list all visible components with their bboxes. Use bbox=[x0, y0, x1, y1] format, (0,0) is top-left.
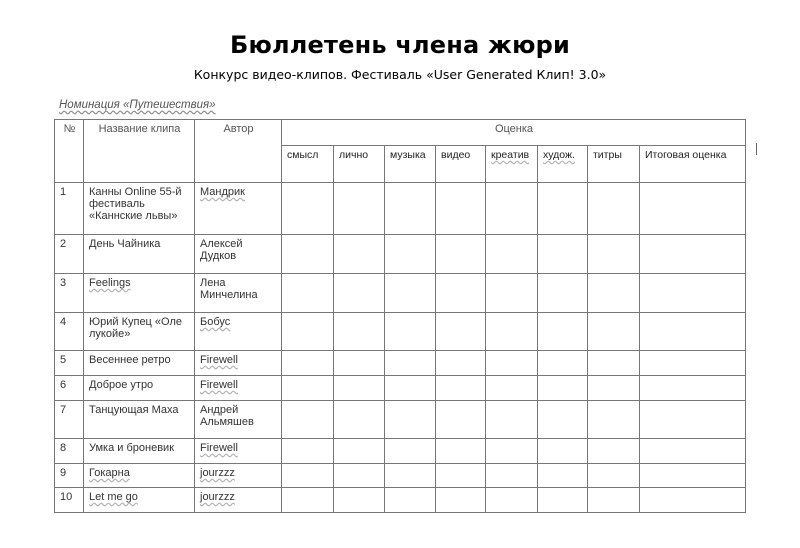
score-cell[interactable] bbox=[436, 313, 486, 351]
score-cell[interactable] bbox=[486, 274, 538, 313]
score-cell[interactable] bbox=[588, 274, 640, 313]
score-cell[interactable] bbox=[436, 488, 486, 513]
final-score-cell[interactable] bbox=[640, 376, 746, 401]
criterion-music: музыка bbox=[385, 146, 436, 183]
score-cell[interactable] bbox=[436, 439, 486, 464]
row-number: 10 bbox=[55, 488, 84, 513]
clip-author: Бобус bbox=[195, 313, 282, 351]
score-cell[interactable] bbox=[436, 183, 486, 235]
score-cell[interactable] bbox=[486, 183, 538, 235]
score-cell[interactable] bbox=[385, 488, 436, 513]
score-cell[interactable] bbox=[385, 401, 436, 439]
clip-author: jourzzz bbox=[195, 464, 282, 488]
clip-name: Весеннее ретро bbox=[84, 351, 195, 376]
score-cell[interactable] bbox=[282, 488, 334, 513]
score-cell[interactable] bbox=[334, 488, 385, 513]
clip-name: День Чайника bbox=[84, 235, 195, 274]
score-cell[interactable] bbox=[282, 376, 334, 401]
clip-author: jourzzz bbox=[195, 488, 282, 513]
score-cell[interactable] bbox=[436, 401, 486, 439]
score-cell[interactable] bbox=[538, 351, 588, 376]
final-score-cell[interactable] bbox=[640, 488, 746, 513]
score-cell[interactable] bbox=[538, 464, 588, 488]
final-score-cell[interactable] bbox=[640, 235, 746, 274]
table-row bbox=[55, 313, 746, 351]
ballot-title: Бюллетень члена жюри bbox=[229, 31, 571, 59]
clip-name: Let me go bbox=[84, 488, 195, 513]
score-cell[interactable] bbox=[486, 439, 538, 464]
clip-author: Мандрик bbox=[195, 183, 282, 235]
score-cell[interactable] bbox=[334, 183, 385, 235]
score-cell[interactable] bbox=[334, 235, 385, 274]
row-number: 4 bbox=[55, 313, 84, 351]
score-cell[interactable] bbox=[486, 401, 538, 439]
table-row bbox=[55, 183, 746, 235]
clip-author: Firewell bbox=[195, 351, 282, 376]
score-cell[interactable] bbox=[538, 183, 588, 235]
row-number: 3 bbox=[55, 274, 84, 313]
score-cell[interactable] bbox=[385, 351, 436, 376]
score-cell[interactable] bbox=[588, 313, 640, 351]
clip-name: Доброе утро bbox=[84, 376, 195, 401]
jury-score-table bbox=[54, 119, 746, 513]
score-cell[interactable] bbox=[436, 464, 486, 488]
clip-author: Лена Минчелина bbox=[195, 274, 282, 313]
score-cell[interactable] bbox=[538, 401, 588, 439]
score-cell[interactable] bbox=[486, 235, 538, 274]
score-cell[interactable] bbox=[282, 274, 334, 313]
score-cell[interactable] bbox=[334, 376, 385, 401]
final-score-cell[interactable] bbox=[640, 401, 746, 439]
score-cell[interactable] bbox=[385, 274, 436, 313]
clip-name: Юрий Купец «Оле лукойе» bbox=[84, 313, 195, 351]
clip-name: Feelings bbox=[84, 274, 195, 313]
score-cell[interactable] bbox=[282, 313, 334, 351]
score-cell[interactable] bbox=[385, 464, 436, 488]
score-cell[interactable] bbox=[588, 183, 640, 235]
criterion-titles: титры bbox=[588, 146, 640, 183]
score-cell[interactable] bbox=[486, 351, 538, 376]
nomination-label: Номинация «Путешествия» bbox=[59, 99, 216, 111]
clip-author: Алексей Дудков bbox=[195, 235, 282, 274]
score-cell[interactable] bbox=[436, 376, 486, 401]
score-cell[interactable] bbox=[282, 235, 334, 274]
final-score-cell[interactable] bbox=[640, 439, 746, 464]
score-cell[interactable] bbox=[334, 274, 385, 313]
criterion-meaning: смысл bbox=[282, 146, 334, 183]
table-row bbox=[55, 464, 746, 488]
score-cell[interactable] bbox=[538, 439, 588, 464]
criterion-artistic: худож. bbox=[538, 146, 588, 183]
row-number: 6 bbox=[55, 376, 84, 401]
score-cell[interactable] bbox=[588, 376, 640, 401]
row-number: 1 bbox=[55, 183, 84, 235]
text-cursor-mark bbox=[756, 143, 757, 155]
score-cell[interactable] bbox=[282, 464, 334, 488]
final-score-cell[interactable] bbox=[640, 313, 746, 351]
table-row bbox=[55, 439, 746, 464]
clip-author: Firewell bbox=[195, 376, 282, 401]
clip-name: Умка и броневик bbox=[84, 439, 195, 464]
score-cell[interactable] bbox=[385, 376, 436, 401]
clip-author: Firewell bbox=[195, 439, 282, 464]
score-cell[interactable] bbox=[538, 274, 588, 313]
score-cell[interactable] bbox=[282, 351, 334, 376]
table-header-row bbox=[55, 120, 746, 146]
score-cell[interactable] bbox=[486, 376, 538, 401]
row-number: 2 bbox=[55, 235, 84, 274]
score-cell[interactable] bbox=[385, 183, 436, 235]
score-cell[interactable] bbox=[538, 488, 588, 513]
score-cell[interactable] bbox=[588, 401, 640, 439]
contest-subtitle: Конкурс видео-клипов. Фестиваль «User Generated Клип! 3.0» bbox=[193, 67, 607, 82]
score-cell[interactable] bbox=[282, 401, 334, 439]
score-cell[interactable] bbox=[385, 439, 436, 464]
score-cell[interactable] bbox=[334, 401, 385, 439]
score-cell[interactable] bbox=[334, 464, 385, 488]
score-cell[interactable] bbox=[538, 235, 588, 274]
score-cell[interactable] bbox=[334, 439, 385, 464]
score-cell[interactable] bbox=[486, 488, 538, 513]
criterion-personal: лично bbox=[334, 146, 385, 183]
score-cell[interactable] bbox=[282, 183, 334, 235]
score-cell[interactable] bbox=[588, 488, 640, 513]
clip-name: Танцующая Маха bbox=[84, 401, 195, 439]
criterion-video: видео bbox=[436, 146, 486, 183]
table-row bbox=[55, 351, 746, 376]
score-cell[interactable] bbox=[436, 274, 486, 313]
final-score-cell[interactable] bbox=[640, 464, 746, 488]
row-number: 7 bbox=[55, 401, 84, 439]
score-cell[interactable] bbox=[282, 439, 334, 464]
col-header-author: Автор bbox=[195, 120, 282, 183]
row-number: 9 bbox=[55, 464, 84, 488]
score-cell[interactable] bbox=[385, 313, 436, 351]
clip-name: Гокарна bbox=[84, 464, 195, 488]
table-row bbox=[55, 235, 746, 274]
table-row bbox=[55, 274, 746, 313]
score-cell[interactable] bbox=[334, 351, 385, 376]
score-cell[interactable] bbox=[588, 464, 640, 488]
score-cell[interactable] bbox=[486, 464, 538, 488]
table-row bbox=[55, 401, 746, 439]
clip-name: Канны Online 55-й фестиваль «Каннские львы» bbox=[84, 183, 195, 235]
score-cell[interactable] bbox=[334, 313, 385, 351]
clip-author: Андрей Альмяшев bbox=[195, 401, 282, 439]
score-cell[interactable] bbox=[436, 235, 486, 274]
score-cell[interactable] bbox=[538, 313, 588, 351]
col-header-number: № bbox=[55, 120, 84, 183]
score-cell[interactable] bbox=[385, 235, 436, 274]
criterion-creative: креатив bbox=[486, 146, 538, 183]
col-header-clip-name: Название клипа bbox=[84, 120, 195, 183]
final-score-cell[interactable] bbox=[640, 274, 746, 313]
score-cell[interactable] bbox=[486, 313, 538, 351]
table-row bbox=[55, 488, 746, 513]
score-cell[interactable] bbox=[588, 439, 640, 464]
final-score-cell[interactable] bbox=[640, 183, 746, 235]
score-cell[interactable] bbox=[588, 351, 640, 376]
table-row bbox=[55, 376, 746, 401]
criterion-final-score: Итоговая оценка bbox=[640, 146, 746, 183]
final-score-cell[interactable] bbox=[640, 351, 746, 376]
score-cell[interactable] bbox=[538, 376, 588, 401]
score-cell[interactable] bbox=[436, 351, 486, 376]
row-number: 8 bbox=[55, 439, 84, 464]
row-number: 5 bbox=[55, 351, 84, 376]
col-header-score: Оценка bbox=[282, 120, 746, 146]
score-cell[interactable] bbox=[588, 235, 640, 274]
